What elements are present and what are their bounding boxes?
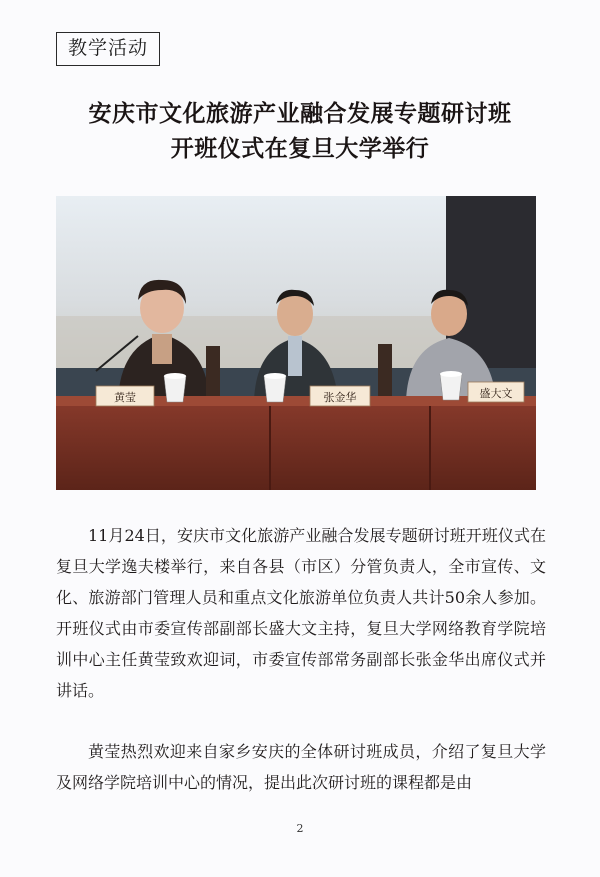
- page-number: 2: [296, 822, 304, 835]
- nameplate-zhang-text: 张金华: [323, 391, 357, 404]
- nameplate-huang-text: 黄莹: [114, 391, 136, 404]
- meeting-photo-illustration: [56, 196, 536, 490]
- article-title-line-2: 开班仪式在复旦大学举行: [170, 136, 430, 162]
- article-title-line-1: 安庆市文化旅游产业融合发展专题研讨班: [88, 101, 512, 127]
- paragraph-1: 11月24日，安庆市文化旅游产业融合发展专题研讨班开班仪式在复旦大学逸夫楼举行，来自各县（市区）分管负责人，全市宣传、文化、旅游部门管理人员和重点文化旅游单位负责人共计50余人参加。开班仪式由市委宣传部副部长盛大文主持，复旦大学网络教育学院培训中心主任黄莹致欢迎词，市委宣传部常务副部长张金华出席仪式并讲话。: [56, 526, 546, 700]
- meeting-photo: [56, 196, 536, 490]
- section-tag: 教学活动: [56, 32, 160, 66]
- nameplate-sheng-text: 盛大文: [479, 387, 513, 400]
- paragraph-2: 黄莹热烈欢迎来自家乡安庆的全体研讨班成员，介绍了复旦大学及网络学院培训中心的情况，提出此次研讨班的课程都是由: [56, 742, 546, 792]
